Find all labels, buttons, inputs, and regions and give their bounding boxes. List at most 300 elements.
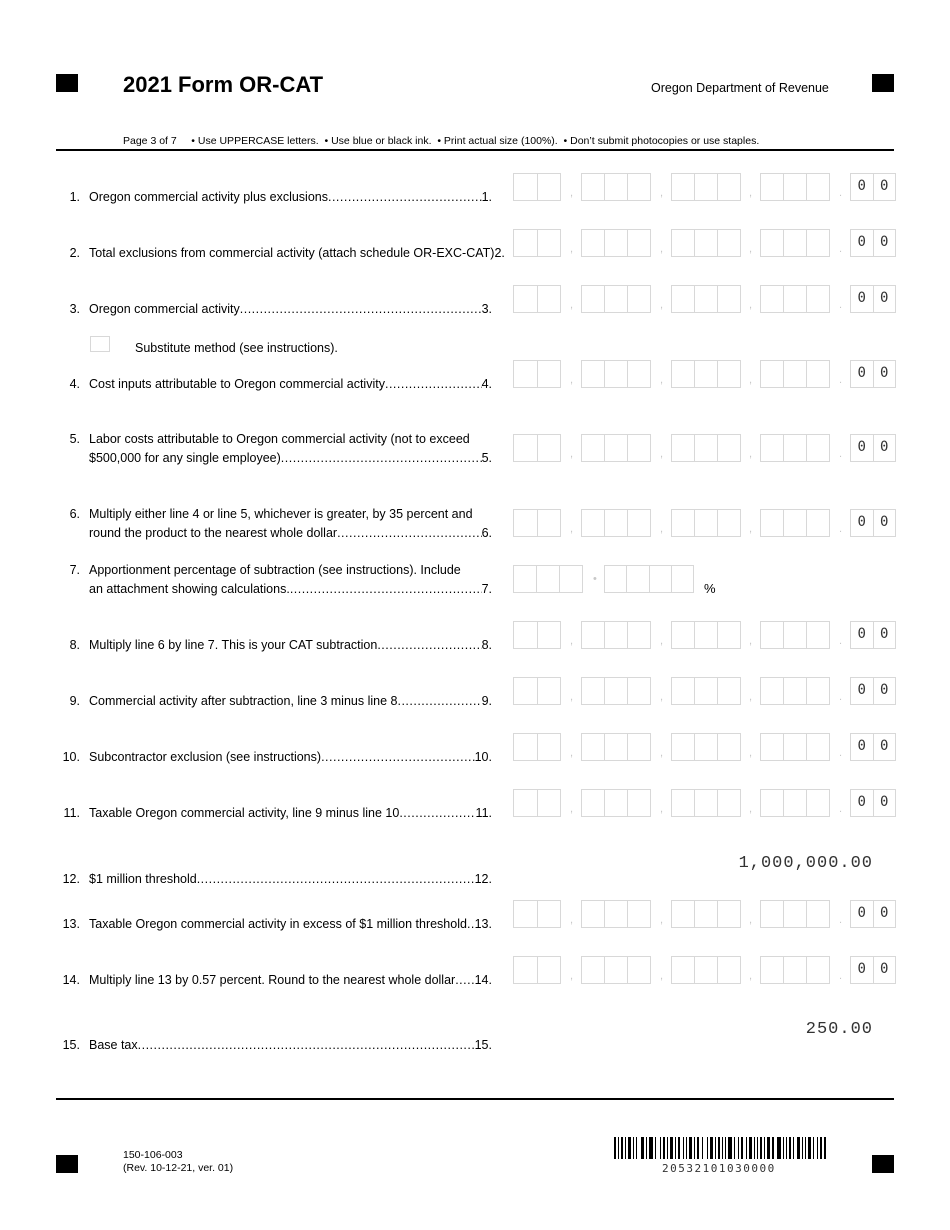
thousands-separator: , bbox=[660, 803, 664, 815]
digit-box[interactable] bbox=[672, 734, 695, 760]
digit-box[interactable] bbox=[718, 361, 740, 387]
line-number: 13. bbox=[62, 917, 80, 931]
digit-box[interactable] bbox=[718, 174, 740, 200]
digit-box[interactable] bbox=[605, 286, 628, 312]
digit-box[interactable] bbox=[514, 790, 538, 816]
digit-box[interactable] bbox=[718, 510, 740, 536]
digit-box[interactable] bbox=[627, 566, 649, 592]
dot-leader bbox=[399, 804, 475, 823]
digit-box[interactable] bbox=[695, 622, 718, 648]
digit-box[interactable] bbox=[807, 790, 829, 816]
dot-leader bbox=[197, 870, 475, 889]
line-number: 8. bbox=[69, 638, 80, 652]
line-label-text: Taxable Oregon commercial activity in excess of $1 million threshold bbox=[89, 917, 467, 931]
amount-entry[interactable] bbox=[513, 956, 898, 986]
digit-box[interactable] bbox=[582, 678, 605, 704]
amount-entry[interactable] bbox=[513, 360, 898, 390]
digit-box[interactable] bbox=[807, 286, 829, 312]
thousands-separator: , bbox=[570, 803, 574, 815]
digit-group[interactable] bbox=[513, 900, 561, 928]
digit-group[interactable] bbox=[513, 621, 561, 649]
digit-box[interactable] bbox=[560, 566, 582, 592]
line-label-row bbox=[89, 692, 492, 711]
digit-box[interactable] bbox=[514, 230, 538, 256]
dot-leader bbox=[328, 188, 482, 207]
line-label-row bbox=[89, 1036, 492, 1055]
line-reference: 12. bbox=[474, 872, 492, 886]
line-number: 10. bbox=[62, 750, 80, 764]
thousands-separator: , bbox=[749, 970, 753, 982]
digit-box[interactable] bbox=[605, 510, 628, 536]
amount-entry[interactable] bbox=[513, 434, 898, 464]
line-label bbox=[89, 300, 492, 319]
form-revision: (Rev. 10-12-21, ver. 01) bbox=[123, 1162, 234, 1174]
cents-digit: 0 bbox=[880, 626, 889, 642]
cents-digit: 0 bbox=[851, 622, 874, 648]
digit-group[interactable] bbox=[671, 434, 741, 462]
digit-group[interactable] bbox=[760, 360, 830, 388]
digit-box[interactable] bbox=[538, 957, 561, 983]
dot-leader bbox=[138, 1036, 475, 1055]
digit-group[interactable] bbox=[760, 229, 830, 257]
digit-group[interactable] bbox=[581, 733, 651, 761]
digit-box[interactable] bbox=[582, 957, 605, 983]
digit-box[interactable] bbox=[807, 510, 829, 536]
thousands-separator: , bbox=[749, 374, 753, 386]
digit-box[interactable] bbox=[784, 678, 807, 704]
digit-group[interactable] bbox=[513, 789, 561, 817]
digit-group[interactable] bbox=[513, 173, 561, 201]
digit-box[interactable] bbox=[761, 790, 784, 816]
digit-box[interactable] bbox=[807, 734, 829, 760]
decimal-separator: . bbox=[839, 635, 843, 647]
digit-box[interactable] bbox=[695, 734, 718, 760]
digit-box[interactable] bbox=[514, 957, 538, 983]
line-reference: 10. bbox=[474, 750, 492, 764]
digit-box[interactable] bbox=[582, 622, 605, 648]
thousands-separator: , bbox=[749, 635, 753, 647]
digit-group[interactable] bbox=[513, 360, 561, 388]
amount-entry[interactable] bbox=[513, 173, 898, 203]
digit-box[interactable] bbox=[718, 435, 740, 461]
cents-boxes bbox=[850, 677, 896, 705]
digit-group[interactable] bbox=[760, 677, 830, 705]
line-label bbox=[89, 636, 492, 655]
digit-box[interactable] bbox=[695, 361, 718, 387]
digit-group[interactable] bbox=[671, 229, 741, 257]
digit-box[interactable] bbox=[761, 230, 784, 256]
line-label-row bbox=[89, 971, 492, 990]
digit-box[interactable] bbox=[672, 230, 695, 256]
digit-box[interactable] bbox=[628, 286, 650, 312]
thousands-separator: , bbox=[570, 523, 574, 535]
form-footer bbox=[123, 1149, 233, 1175]
digit-group[interactable] bbox=[760, 956, 830, 984]
digit-box[interactable] bbox=[784, 734, 807, 760]
digit-box[interactable] bbox=[784, 174, 807, 200]
digit-box[interactable] bbox=[784, 790, 807, 816]
digit-box[interactable] bbox=[538, 790, 561, 816]
cents-digit: 0 bbox=[880, 178, 889, 194]
thousands-separator: , bbox=[660, 299, 664, 311]
digit-box[interactable] bbox=[605, 230, 628, 256]
digit-box[interactable] bbox=[807, 230, 829, 256]
digit-group[interactable] bbox=[513, 229, 561, 257]
digit-group[interactable] bbox=[671, 900, 741, 928]
line-label-row bbox=[89, 561, 492, 580]
line-reference: 1. bbox=[481, 190, 492, 204]
digit-group[interactable] bbox=[581, 285, 651, 313]
digit-box[interactable] bbox=[718, 678, 740, 704]
line-label-row bbox=[89, 804, 492, 823]
digit-box[interactable] bbox=[514, 734, 538, 760]
thousands-separator: , bbox=[570, 914, 574, 926]
thousands-separator: , bbox=[749, 243, 753, 255]
decimal-separator: . bbox=[839, 747, 843, 759]
digit-box[interactable] bbox=[628, 361, 650, 387]
digit-box[interactable] bbox=[761, 678, 784, 704]
digit-box[interactable] bbox=[605, 734, 628, 760]
digit-box[interactable] bbox=[628, 174, 650, 200]
digit-box[interactable] bbox=[605, 566, 627, 592]
cents-digit: 0 bbox=[851, 678, 874, 704]
percentage-entry[interactable] bbox=[513, 565, 733, 595]
form-instructions: Page 3 of 7 • Use UPPERCASE letters. • Use blue or black ink. • Print actual size (100%). • Don’t submit photocopies or use staples. bbox=[123, 135, 760, 147]
digit-box[interactable] bbox=[514, 901, 538, 927]
digit-box[interactable] bbox=[761, 622, 784, 648]
digit-box[interactable] bbox=[784, 510, 807, 536]
digit-box[interactable] bbox=[807, 678, 829, 704]
digit-box[interactable] bbox=[582, 435, 605, 461]
digit-group[interactable] bbox=[581, 434, 651, 462]
digit-box[interactable] bbox=[695, 510, 718, 536]
barcode bbox=[614, 1137, 826, 1159]
amount-entry[interactable] bbox=[513, 900, 898, 930]
dot-leader bbox=[385, 375, 482, 394]
digit-box[interactable] bbox=[514, 510, 538, 536]
digit-box[interactable] bbox=[807, 622, 829, 648]
dot-leader bbox=[337, 524, 481, 543]
cents-digit: 0 bbox=[880, 234, 889, 250]
line-label-text: Oregon commercial activity bbox=[89, 302, 240, 316]
digit-box[interactable] bbox=[628, 622, 650, 648]
digit-box[interactable] bbox=[514, 286, 538, 312]
digit-box[interactable] bbox=[695, 174, 718, 200]
thousands-separator: , bbox=[749, 448, 753, 460]
registration-mark-bottom-left bbox=[56, 1155, 78, 1173]
cents-digit: 0 bbox=[851, 790, 874, 816]
digit-box[interactable] bbox=[514, 174, 538, 200]
line-label-text: an attachment showing calculations. bbox=[89, 582, 290, 596]
digit-box[interactable] bbox=[761, 734, 784, 760]
digit-box[interactable] bbox=[514, 361, 538, 387]
digit-box[interactable] bbox=[628, 901, 650, 927]
digit-box[interactable] bbox=[718, 790, 740, 816]
cents-digit: 0 bbox=[851, 230, 874, 256]
digit-box[interactable] bbox=[538, 230, 561, 256]
cents-digit: 0 bbox=[880, 439, 889, 455]
digit-box[interactable] bbox=[605, 361, 628, 387]
digit-box[interactable] bbox=[761, 174, 784, 200]
digit-box[interactable] bbox=[807, 901, 829, 927]
substitute-method-checkbox[interactable] bbox=[90, 336, 110, 352]
line-label-text: Taxable Oregon commercial activity, line 9 minus line 10 bbox=[89, 806, 400, 820]
line-number: 3. bbox=[69, 302, 80, 316]
digit-group[interactable] bbox=[581, 229, 651, 257]
digit-box[interactable] bbox=[784, 230, 807, 256]
line-reference: 13. bbox=[474, 917, 492, 931]
digit-box[interactable] bbox=[650, 566, 672, 592]
line-reference: 4. bbox=[481, 377, 492, 391]
digit-box[interactable] bbox=[672, 566, 693, 592]
digit-box[interactable] bbox=[784, 286, 807, 312]
digit-box[interactable] bbox=[718, 901, 740, 927]
digit-box[interactable] bbox=[672, 361, 695, 387]
digit-group[interactable] bbox=[760, 434, 830, 462]
line-label-text: Multiply line 6 by line 7. This is your CAT subtraction bbox=[89, 638, 378, 652]
digit-box[interactable] bbox=[582, 734, 605, 760]
thousands-separator: , bbox=[660, 635, 664, 647]
digit-box[interactable] bbox=[695, 230, 718, 256]
digit-group[interactable] bbox=[581, 173, 651, 201]
digit-box[interactable] bbox=[605, 901, 628, 927]
thousands-separator: , bbox=[660, 374, 664, 386]
digit-box[interactable] bbox=[628, 790, 650, 816]
agency-name: Oregon Department of Revenue bbox=[651, 81, 829, 95]
digit-box[interactable] bbox=[695, 286, 718, 312]
digit-box[interactable] bbox=[628, 230, 650, 256]
digit-box[interactable] bbox=[672, 790, 695, 816]
digit-box[interactable] bbox=[807, 174, 829, 200]
digit-box[interactable] bbox=[628, 435, 650, 461]
digit-box[interactable] bbox=[761, 901, 784, 927]
digit-group[interactable] bbox=[671, 677, 741, 705]
amount-entry[interactable] bbox=[513, 677, 898, 707]
line-number: 5. bbox=[69, 432, 80, 446]
digit-box[interactable] bbox=[807, 361, 829, 387]
header-rule bbox=[56, 149, 894, 151]
digit-box[interactable] bbox=[672, 957, 695, 983]
line-label-row bbox=[89, 449, 492, 468]
digit-box[interactable] bbox=[605, 174, 628, 200]
digit-box[interactable] bbox=[761, 510, 784, 536]
digit-box[interactable] bbox=[718, 286, 740, 312]
digit-box[interactable] bbox=[695, 901, 718, 927]
digit-box[interactable] bbox=[672, 174, 695, 200]
digit-box[interactable] bbox=[784, 361, 807, 387]
percent-decimal-boxes[interactable] bbox=[604, 565, 694, 593]
digit-group[interactable] bbox=[513, 509, 561, 537]
digit-box[interactable] bbox=[605, 957, 628, 983]
digit-box[interactable] bbox=[807, 435, 829, 461]
decimal-separator: . bbox=[839, 243, 843, 255]
digit-box[interactable] bbox=[538, 510, 561, 536]
digit-box[interactable] bbox=[514, 435, 538, 461]
digit-group[interactable] bbox=[760, 509, 830, 537]
digit-box[interactable] bbox=[582, 790, 605, 816]
line-label-row bbox=[89, 430, 492, 449]
cents-digit: 0 bbox=[880, 961, 889, 977]
digit-box[interactable] bbox=[605, 435, 628, 461]
digit-box[interactable] bbox=[514, 566, 537, 592]
digit-box[interactable] bbox=[582, 510, 605, 536]
digit-group[interactable] bbox=[671, 285, 741, 313]
digit-group[interactable] bbox=[581, 956, 651, 984]
digit-box[interactable] bbox=[538, 286, 561, 312]
decimal-separator: . bbox=[839, 914, 843, 926]
digit-box[interactable] bbox=[538, 734, 561, 760]
cents-digit: 0 bbox=[851, 957, 874, 983]
digit-group[interactable] bbox=[760, 789, 830, 817]
digit-box[interactable] bbox=[784, 622, 807, 648]
thousands-separator: , bbox=[749, 803, 753, 815]
digit-box[interactable] bbox=[514, 622, 538, 648]
digit-box[interactable] bbox=[628, 734, 650, 760]
cents-boxes bbox=[850, 789, 896, 817]
digit-box[interactable] bbox=[628, 510, 650, 536]
amount-entry[interactable] bbox=[513, 789, 898, 819]
digit-box[interactable] bbox=[582, 361, 605, 387]
digit-box[interactable] bbox=[605, 790, 628, 816]
decimal-separator: . bbox=[839, 187, 843, 199]
digit-group[interactable] bbox=[671, 789, 741, 817]
digit-group[interactable] bbox=[513, 677, 561, 705]
digit-box[interactable] bbox=[605, 678, 628, 704]
digit-group[interactable] bbox=[671, 173, 741, 201]
thousands-separator: , bbox=[749, 187, 753, 199]
digit-group[interactable] bbox=[760, 621, 830, 649]
digit-box[interactable] bbox=[761, 286, 784, 312]
digit-box[interactable] bbox=[695, 435, 718, 461]
digit-group[interactable] bbox=[671, 509, 741, 537]
line-label-text: Multiply either line 4 or line 5, whichever is greater, by 35 percent and bbox=[89, 507, 473, 521]
digit-group[interactable] bbox=[581, 900, 651, 928]
line-label-text: Subcontractor exclusion (see instructions) bbox=[89, 750, 322, 764]
digit-group[interactable] bbox=[671, 360, 741, 388]
thousands-separator: , bbox=[570, 448, 574, 460]
digit-box[interactable] bbox=[695, 957, 718, 983]
digit-group[interactable] bbox=[671, 733, 741, 761]
digit-group[interactable] bbox=[581, 509, 651, 537]
digit-box[interactable] bbox=[582, 901, 605, 927]
digit-group[interactable] bbox=[581, 789, 651, 817]
digit-box[interactable] bbox=[628, 678, 650, 704]
digit-box[interactable] bbox=[672, 435, 695, 461]
digit-group[interactable] bbox=[760, 285, 830, 313]
cents-digit: 0 bbox=[880, 905, 889, 921]
registration-mark-top-left bbox=[56, 74, 78, 92]
digit-group[interactable] bbox=[513, 434, 561, 462]
percent-whole-boxes[interactable] bbox=[513, 565, 583, 593]
digit-box[interactable] bbox=[761, 435, 784, 461]
digit-box[interactable] bbox=[538, 361, 561, 387]
line-number: 14. bbox=[62, 973, 80, 987]
cents-boxes bbox=[850, 956, 896, 984]
digit-box[interactable] bbox=[761, 957, 784, 983]
digit-box[interactable] bbox=[718, 622, 740, 648]
thousands-separator: , bbox=[749, 747, 753, 759]
digit-box[interactable] bbox=[672, 678, 695, 704]
digit-box[interactable] bbox=[718, 734, 740, 760]
line-label bbox=[89, 870, 492, 889]
digit-box[interactable] bbox=[537, 566, 560, 592]
digit-box[interactable] bbox=[538, 622, 561, 648]
line-label-row bbox=[89, 870, 492, 889]
amount-entry[interactable] bbox=[513, 509, 898, 539]
digit-box[interactable] bbox=[672, 286, 695, 312]
digit-group[interactable] bbox=[760, 173, 830, 201]
digit-box[interactable] bbox=[582, 174, 605, 200]
amount-entry[interactable] bbox=[513, 621, 898, 651]
line-number: 11. bbox=[63, 806, 80, 820]
line-label bbox=[89, 430, 492, 468]
decimal-separator: . bbox=[839, 691, 843, 703]
digit-box[interactable] bbox=[784, 901, 807, 927]
digit-box[interactable] bbox=[718, 957, 740, 983]
cents-boxes bbox=[850, 360, 896, 388]
cents-digit: 0 bbox=[880, 365, 889, 381]
digit-group[interactable] bbox=[760, 900, 830, 928]
digit-box[interactable] bbox=[538, 901, 561, 927]
line-reference: 11. bbox=[475, 806, 492, 820]
digit-box[interactable] bbox=[538, 678, 561, 704]
digit-box[interactable] bbox=[784, 957, 807, 983]
thousands-separator: , bbox=[660, 448, 664, 460]
digit-box[interactable] bbox=[538, 435, 561, 461]
digit-box[interactable] bbox=[514, 678, 538, 704]
percent-symbol: % bbox=[704, 581, 716, 596]
digit-group[interactable] bbox=[760, 733, 830, 761]
digit-box[interactable] bbox=[695, 678, 718, 704]
digit-box[interactable] bbox=[582, 230, 605, 256]
line-reference: 14. bbox=[474, 973, 492, 987]
digit-group[interactable] bbox=[581, 360, 651, 388]
cents-digit: 0 bbox=[880, 682, 889, 698]
digit-group[interactable] bbox=[513, 733, 561, 761]
digit-box[interactable] bbox=[672, 622, 695, 648]
form-title: 2021 Form OR-CAT bbox=[123, 72, 324, 97]
dot-leader bbox=[281, 449, 482, 468]
digit-box[interactable] bbox=[761, 361, 784, 387]
amount-entry[interactable] bbox=[513, 733, 898, 763]
digit-box[interactable] bbox=[784, 435, 807, 461]
cents-digit: 0 bbox=[851, 174, 874, 200]
digit-group[interactable] bbox=[581, 677, 651, 705]
dot-leader bbox=[397, 692, 481, 711]
digit-group[interactable] bbox=[671, 621, 741, 649]
digit-box[interactable] bbox=[718, 230, 740, 256]
digit-box[interactable] bbox=[695, 790, 718, 816]
digit-group[interactable] bbox=[581, 621, 651, 649]
digit-box[interactable] bbox=[807, 957, 829, 983]
digit-box[interactable] bbox=[672, 901, 695, 927]
line-label bbox=[89, 971, 492, 990]
thousands-separator: , bbox=[660, 243, 664, 255]
digit-box[interactable] bbox=[582, 286, 605, 312]
digit-group[interactable] bbox=[513, 285, 561, 313]
digit-group[interactable] bbox=[671, 956, 741, 984]
digit-box[interactable] bbox=[672, 510, 695, 536]
digit-box[interactable] bbox=[605, 622, 628, 648]
digit-box[interactable] bbox=[628, 957, 650, 983]
thousands-separator: , bbox=[660, 691, 664, 703]
digit-box[interactable] bbox=[538, 174, 561, 200]
amount-entry[interactable] bbox=[513, 285, 898, 315]
line-number: 1. bbox=[69, 190, 80, 204]
registration-mark-top-right bbox=[872, 74, 894, 92]
amount-entry[interactable] bbox=[513, 229, 898, 259]
digit-group[interactable] bbox=[513, 956, 561, 984]
